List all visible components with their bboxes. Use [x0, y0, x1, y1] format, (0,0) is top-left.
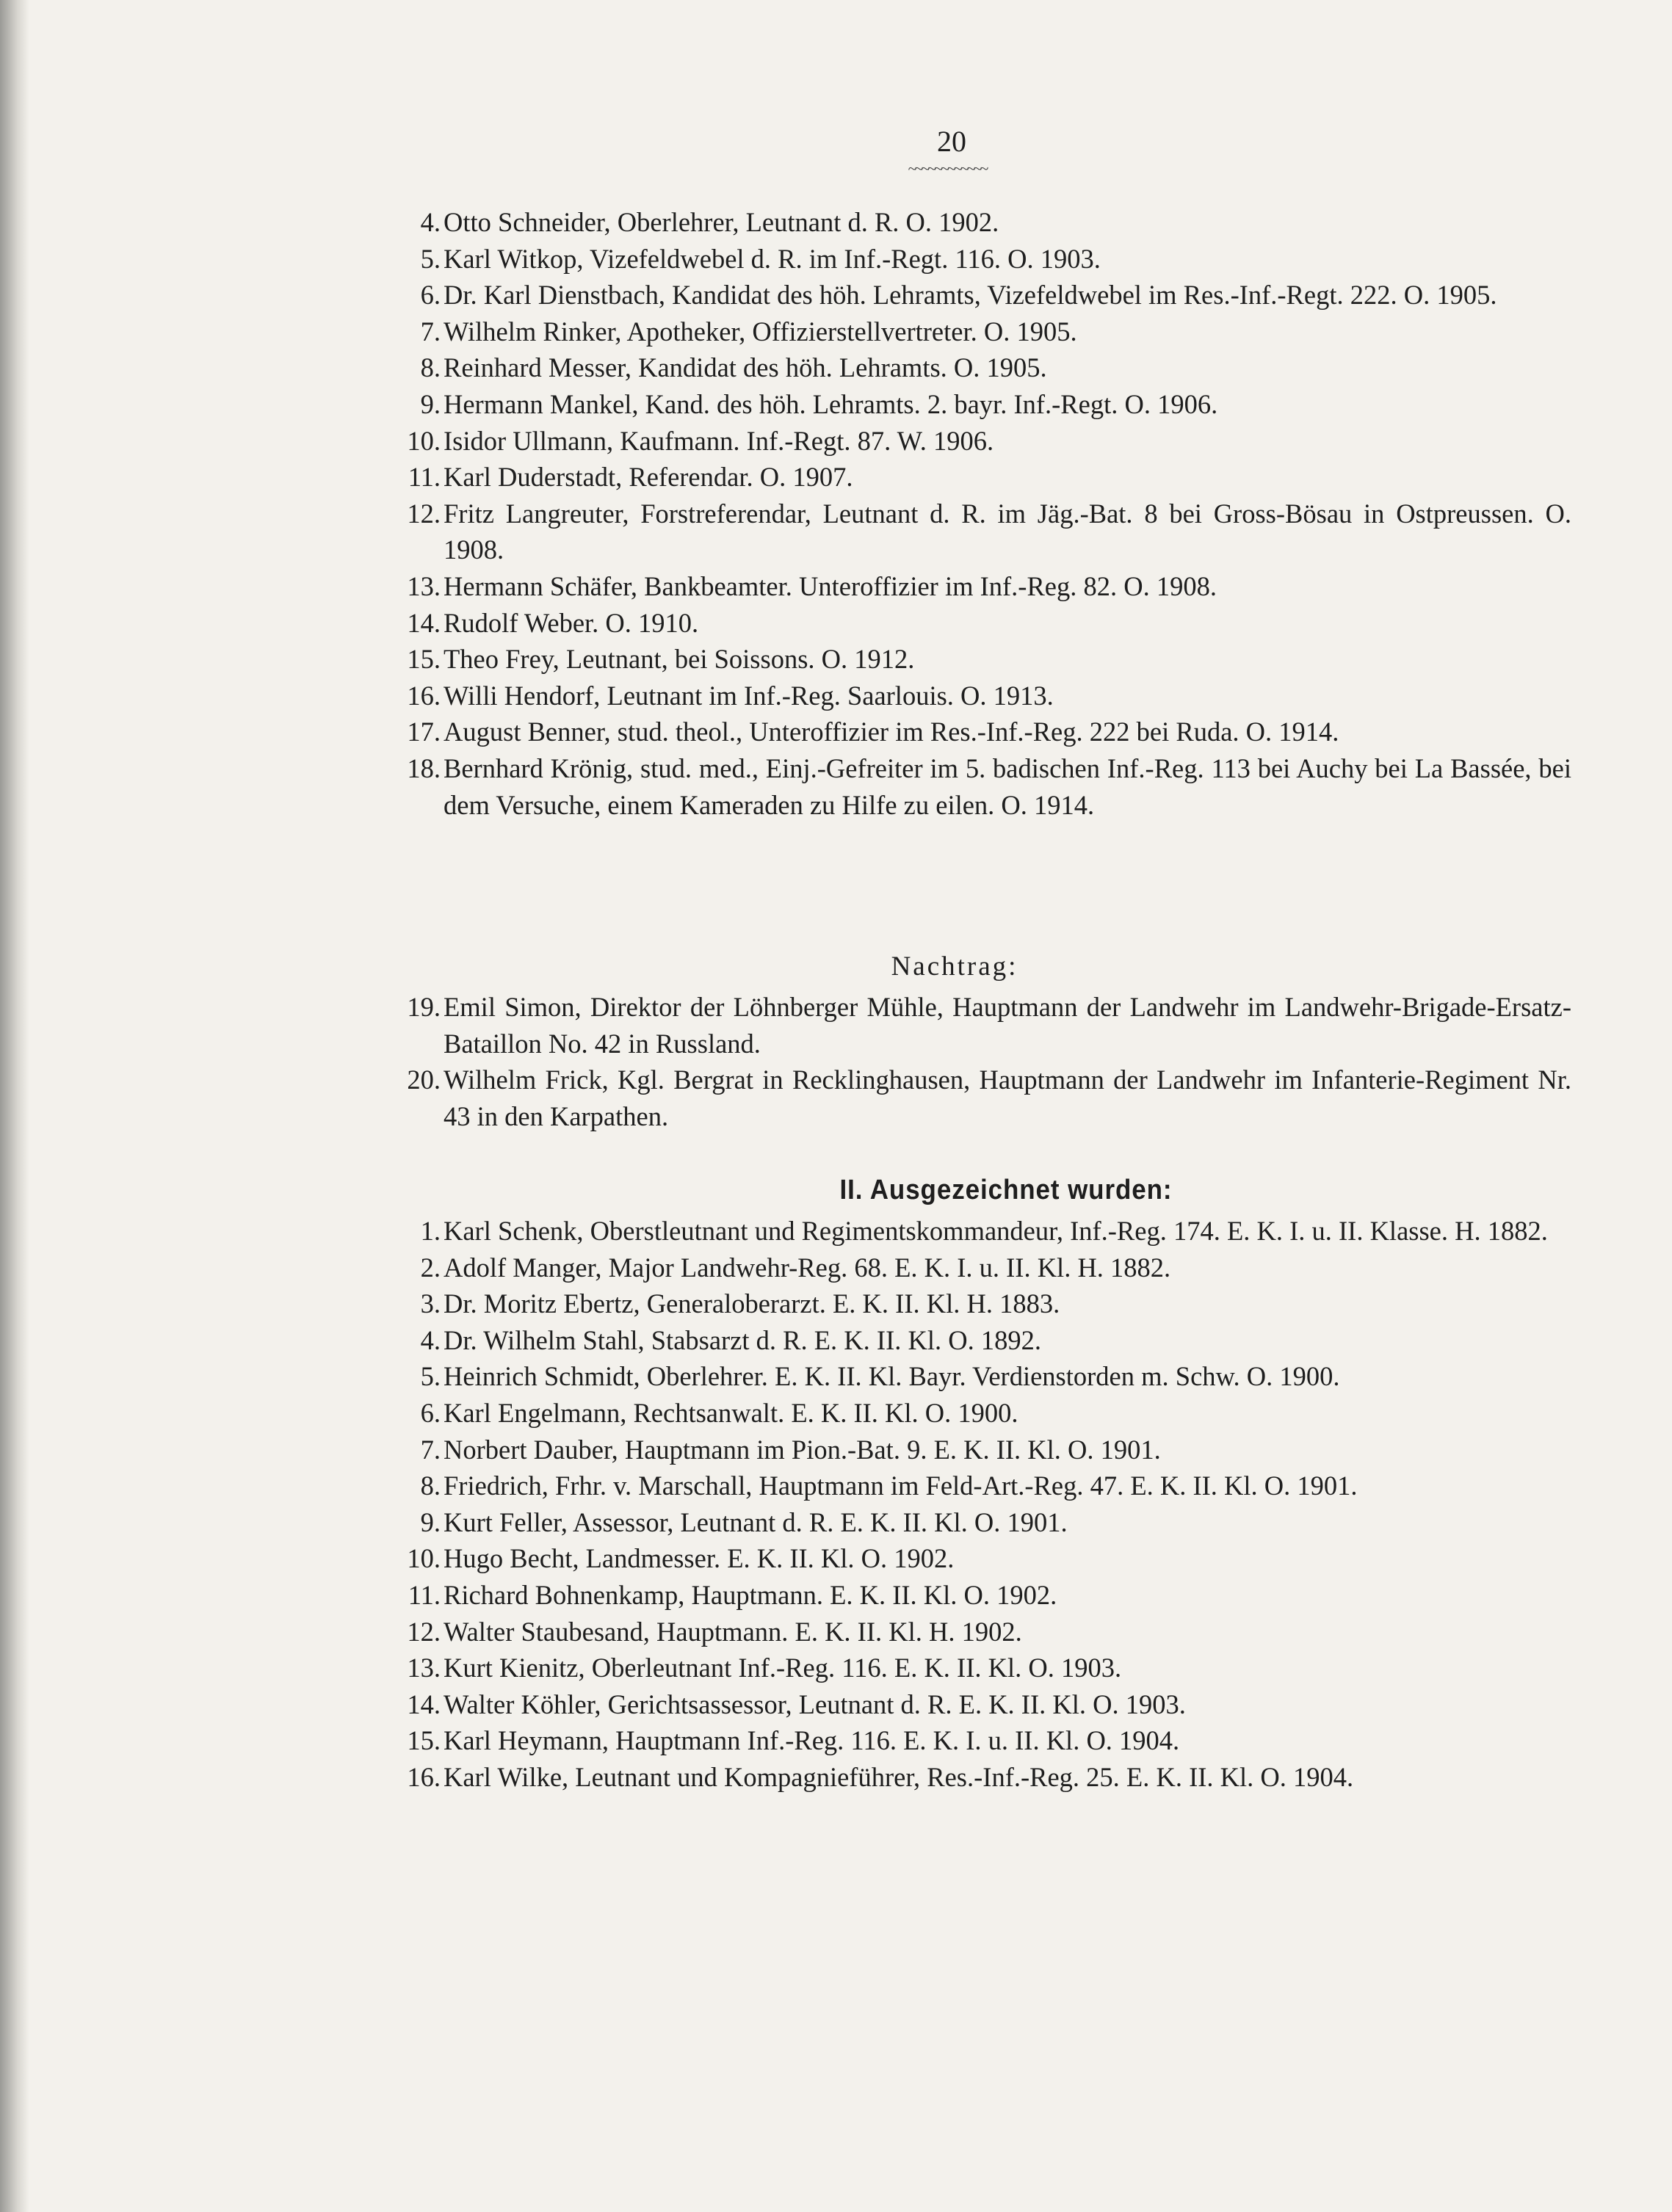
entry-number: 17. — [407, 717, 441, 747]
list-entry — [397, 1358, 1571, 1395]
entry-number: 7. — [420, 1434, 441, 1465]
entry-number: 4. — [420, 207, 441, 237]
list-entry — [397, 241, 1571, 278]
entry-number: 3. — [420, 1288, 441, 1319]
section-heading-awarded: II. Ausgezeichnet wurden: — [839, 1175, 1173, 1205]
entry-text: Wilhelm Frick, Kgl. Bergrat in Recklinghausen, Hauptmann der Landwehr im Infanterie-Regiment Nr. 43 in den Karpathen. — [444, 1065, 1571, 1131]
list-entry — [397, 568, 1571, 605]
list-entry — [397, 204, 1571, 241]
entry-text: Isidor Ullmann, Kaufmann. Inf.-Regt. 87. W. 1906. — [444, 425, 994, 456]
entry-number: 12. — [407, 498, 441, 529]
awarded-list — [397, 1213, 1571, 1796]
entry-number: 1. — [420, 1216, 441, 1246]
entry-text: Hermann Schäfer, Bankbeamter. Unteroffizier im Inf.-Reg. 82. O. 1908. — [444, 570, 1217, 601]
entry-text: Kurt Kienitz, Oberleutnant Inf.-Reg. 116. E. K. II. Kl. O. 1903. — [444, 1653, 1122, 1683]
list-entry — [397, 1614, 1571, 1650]
list-entry — [397, 459, 1571, 496]
page-edge-shadow — [0, 0, 29, 2212]
entry-text: Hugo Becht, Landmesser. E. K. II. Kl. O. 1902. — [444, 1543, 955, 1574]
entry-number: 10. — [407, 1543, 441, 1574]
entry-text: Hermann Mankel, Kand. des höh. Lehramts. 2. bayr. Inf.-Regt. O. 1906. — [444, 388, 1218, 419]
entry-number: 19. — [407, 992, 441, 1022]
entry-text: Reinhard Messer, Kandidat des höh. Lehramts. O. 1905. — [444, 352, 1047, 383]
entry-text: Rudolf Weber. O. 1910. — [444, 607, 699, 638]
entry-number: 15. — [407, 644, 441, 675]
entry-number: 2. — [420, 1252, 441, 1283]
list-entry — [397, 1062, 1571, 1134]
page-number-ornament: ~~~~~~~~~~~~ — [908, 159, 987, 178]
entry-number: 14. — [407, 1689, 441, 1719]
entry-text: Emil Simon, Direktor der Löhnberger Mühle, Hauptmann der Landwehr im Landwehr-Brigade-Ersatz-Bataillon No. 42 in Russland. — [444, 992, 1571, 1059]
entry-number: 18. — [407, 753, 441, 783]
entry-text: August Benner, stud. theol., Unteroffizier im Res.-Inf.-Reg. 222 bei Ruda. O. 1914. — [444, 717, 1339, 747]
list-entry — [397, 1286, 1571, 1322]
entry-number: 6. — [420, 280, 441, 311]
list-entry — [397, 1540, 1571, 1577]
nachtrag-heading: Nachtrag: — [891, 951, 1018, 982]
list-entry — [397, 1468, 1571, 1504]
list-entry — [397, 1650, 1571, 1686]
entry-number: 7. — [420, 316, 441, 347]
page-number: 20 — [937, 125, 966, 158]
entry-text: Norbert Dauber, Hauptmann im Pion.-Bat. 9. E. K. II. Kl. O. 1901. — [444, 1434, 1161, 1465]
entry-number: 12. — [407, 1616, 441, 1647]
list-entry — [397, 1213, 1571, 1250]
entry-text: Fritz Langreuter, Forstreferendar, Leutnant d. R. im Jäg.-Bat. 8 bei Gross-Bösau in Ostpreussen. O. 1908. — [444, 498, 1571, 565]
entry-text: Dr. Karl Dienstbach, Kandidat des höh. Lehramts, Vizefeldwebel im Res.-Inf.-Regt. 222. O. 1905. — [444, 280, 1497, 311]
entry-number: 6. — [420, 1397, 441, 1428]
entry-number: 8. — [420, 352, 441, 383]
entry-text: Heinrich Schmidt, Oberlehrer. E. K. II. Kl. Bayr. Verdienstorden m. Schw. O. 1900. — [444, 1361, 1340, 1392]
list-entry — [397, 1722, 1571, 1759]
entry-number: 14. — [407, 607, 441, 638]
entry-number: 11. — [408, 462, 441, 493]
list-entry — [397, 750, 1571, 823]
entry-text: Kurt Feller, Assessor, Leutnant d. R. E. K. II. Kl. O. 1901. — [444, 1506, 1068, 1537]
entry-text: Walter Köhler, Gerichtsassessor, Leutnant d. R. E. K. II. Kl. O. 1903. — [444, 1689, 1186, 1719]
entry-number: 9. — [420, 388, 441, 419]
list-entry — [397, 313, 1571, 350]
entry-text: Karl Witkop, Vizefeldwebel d. R. im Inf.-Regt. 116. O. 1903. — [444, 243, 1101, 274]
list-entry — [397, 714, 1571, 750]
list-entry — [397, 496, 1571, 568]
entry-text: Bernhard Krönig, stud. med., Einj.-Gefreiter im 5. badischen Inf.-Reg. 113 bei Auchy bei La Bassée, bei dem Versuche, einem Kameraden zu Hilfe zu eilen. O. 1914. — [444, 753, 1571, 820]
entry-text: Theo Frey, Leutnant, bei Soissons. O. 1912. — [444, 644, 915, 675]
list-entry — [397, 678, 1571, 714]
entry-text: Karl Duderstadt, Referendar. O. 1907. — [444, 462, 853, 493]
entry-number: 5. — [420, 243, 441, 274]
entry-number: 5. — [420, 1361, 441, 1392]
entry-number: 8. — [420, 1471, 441, 1501]
entry-number: 13. — [407, 1653, 441, 1683]
list-entry — [397, 1577, 1571, 1614]
list-entry — [397, 1395, 1571, 1432]
entry-text: Karl Schenk, Oberstleutnant und Regimentskommandeur, Inf.-Reg. 174. E. K. I. u. II. Klasse. H. 1882. — [444, 1216, 1548, 1246]
entry-number: 15. — [407, 1725, 441, 1756]
entry-text: Wilhelm Rinker, Apotheker, Offizierstellvertreter. O. 1905. — [444, 316, 1077, 347]
list-entry — [397, 1322, 1571, 1359]
entry-number: 13. — [407, 570, 441, 601]
entry-text: Walter Staubesand, Hauptmann. E. K. II. Kl. H. 1902. — [444, 1616, 1022, 1647]
entry-number: 10. — [407, 425, 441, 456]
list-entry — [397, 423, 1571, 460]
nachtrag-list — [397, 989, 1571, 1134]
entry-text: Karl Heymann, Hauptmann Inf.-Reg. 116. E. K. I. u. II. Kl. O. 1904. — [444, 1725, 1180, 1756]
entry-text: Friedrich, Frhr. v. Marschall, Hauptmann im Feld-Art.-Reg. 47. E. K. II. Kl. O. 1901. — [444, 1471, 1358, 1501]
list-entry — [397, 386, 1571, 423]
entry-number: 16. — [407, 1761, 441, 1792]
list-entry — [397, 1250, 1571, 1286]
deceased-list-part1 — [397, 204, 1571, 823]
entry-number: 9. — [420, 1506, 441, 1537]
entry-number: 20. — [407, 1065, 441, 1095]
list-entry — [397, 1432, 1571, 1468]
entry-text: Karl Engelmann, Rechtsanwalt. E. K. II. Kl. O. 1900. — [444, 1397, 1018, 1428]
list-entry — [397, 1759, 1571, 1796]
entry-text: Karl Wilke, Leutnant und Kompagnieführer, Res.-Inf.-Reg. 25. E. K. II. Kl. O. 1904. — [444, 1761, 1354, 1792]
list-entry — [397, 641, 1571, 678]
entry-text: Otto Schneider, Oberlehrer, Leutnant d. R. O. 1902. — [444, 207, 999, 237]
entry-text: Dr. Moritz Ebertz, Generaloberarzt. E. K. II. Kl. H. 1883. — [444, 1288, 1060, 1319]
list-entry — [397, 1504, 1571, 1541]
entry-text: Dr. Wilhelm Stahl, Stabsarzt d. R. E. K. II. Kl. O. 1892. — [444, 1324, 1041, 1355]
list-entry — [397, 989, 1571, 1062]
list-entry — [397, 1686, 1571, 1723]
entry-number: 11. — [408, 1579, 441, 1610]
entry-text: Willi Hendorf, Leutnant im Inf.-Reg. Saarlouis. O. 1913. — [444, 680, 1054, 711]
entry-text: Richard Bohnenkamp, Hauptmann. E. K. II. Kl. O. 1902. — [444, 1579, 1057, 1610]
list-entry — [397, 605, 1571, 642]
list-entry — [397, 277, 1571, 313]
entry-number: 4. — [420, 1324, 441, 1355]
entry-text: Adolf Manger, Major Landwehr-Reg. 68. E. K. I. u. II. Kl. H. 1882. — [444, 1252, 1171, 1283]
entry-number: 16. — [407, 680, 441, 711]
list-entry — [397, 349, 1571, 386]
